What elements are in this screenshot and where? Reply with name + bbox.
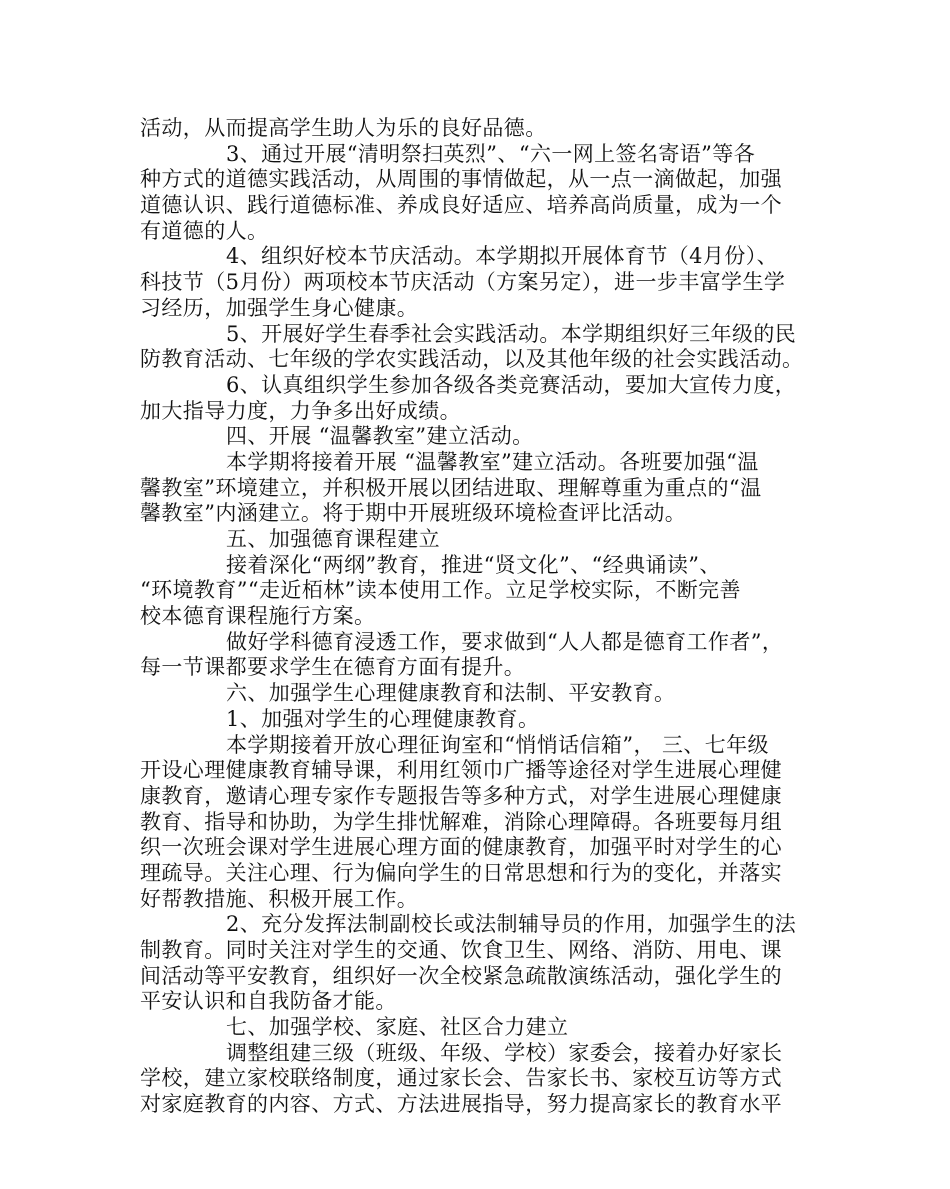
text-line: 种方式的道德实践活动，从周围的事情做起，从一点一滴做起，加强: [140, 167, 782, 192]
text-line: 制教育。同时关注对学生的交通、饮食卫生、网络、消防、用电、课: [140, 938, 782, 962]
document-body: [140, 116, 830, 1118]
text-line: 道德认识、践行道德标准、养成良好适应、培养高尚质量，成为一个: [140, 193, 782, 218]
text-line: 活动，从而提高学生助人为乐的良好品德。: [140, 116, 547, 140]
text-line: 织一次班会课对学生进展心理方面的健康教育，加强平时对学生的心: [140, 835, 782, 860]
text-line: 4、组织好校本节庆活动。本学期拟开展体育节（4月份）、: [226, 244, 779, 269]
text-line: 6、认真组织学生参加各级各类竞赛活动，要加大宣传力度，: [226, 372, 797, 397]
text-line: 习经历，加强学生身心健康。: [140, 295, 419, 320]
text-line: 康教育，邀请心理专家作专题报告等多种方式，对学生进展心理健康: [140, 783, 782, 808]
text-line: 科技节（5月份）两项校本节庆活动（方案另定），进一步丰富学生学: [140, 270, 786, 295]
text-line: 每一节课都要求学生在德育方面有提升。: [140, 655, 526, 680]
text-line: 开设心理健康教育辅导课，利用红领巾广播等途径对学生进展心理健: [140, 758, 782, 783]
text-line: 间活动等平安教育，组织好一次全校紧急疏散演练活动，强化学生的: [140, 963, 782, 988]
text-line: 调整组建三级（班级、年级、学校）家委会，接着办好家长: [226, 1040, 783, 1065]
text-line: 本学期将接着开展 “温馨教室”建立活动。各班要加强“温: [226, 449, 759, 474]
text-line: 学校，建立家校联络制度，通过家长会、告家长书、家校互访等方式: [140, 1066, 782, 1091]
section-heading: 七、加强学校、家庭、社区合力建立: [226, 1015, 569, 1040]
text-line: 加大指导力度，力争多出好成绩。: [140, 398, 461, 423]
text-line: 有道德的人。: [140, 218, 269, 243]
section-heading: 五、加强德育课程建立: [226, 527, 440, 551]
text-line: 5、开展好学生春季社会实践活动。本学期组织好三年级的民: [226, 321, 797, 346]
section-heading: 四、开展 “温馨教室”建立活动。: [226, 424, 534, 449]
text-line: 1、加强对学生的心理健康教育。: [226, 706, 540, 731]
text-line: 接着深化“两纲”教育，推进“贤文化”、“经典诵读”、: [226, 552, 721, 577]
text-line: 对家庭教育的内容、方式、方法进展指导，努力提高家长的教育水平: [140, 1092, 782, 1117]
text-line: 做好学科德育浸透工作，要求做到“人人都是德育工作者”，: [226, 629, 784, 654]
text-line: 3、通过开展“清明祭扫英烈”、“六一网上签名寄语”等各: [226, 141, 756, 166]
text-line: “环境教育”“走近栢林”读本使用工作。立足学校实际，不断完善: [140, 578, 741, 603]
text-line: 校本德育课程施行方案。: [140, 604, 376, 629]
text-line: 防教育活动、七年级的学农实践活动，以及其他年级的社会实践活动。: [140, 347, 804, 372]
text-line: 2、充分发挥法制副校长或法制辅导员的作用，加强学生的法: [226, 912, 797, 937]
text-line: 好帮教措施、积极开展工作。: [140, 886, 419, 911]
text-line: 馨教室”环境建立，并积极开展以团结进取、理解尊重为重点的“温: [140, 475, 762, 500]
text-line: 教育、指导和协助，为学生排忧解难，消除心理障碍。各班要每月组: [140, 809, 782, 834]
text-line: 馨教室”内涵建立。将于期中开展班级环境检查评比活动。: [140, 501, 687, 526]
section-heading: 六、加强学生心理健康教育和法制、平安教育。: [226, 681, 676, 706]
text-line: 本学期接着开放心理征询室和“悄悄话信箱”， 三、七年级: [226, 732, 769, 757]
text-line: 平安认识和自我防备才能。: [140, 989, 397, 1014]
text-line: 理疏导。关注心理、行为偏向学生的日常思想和行为的变化，并落实: [140, 860, 782, 885]
